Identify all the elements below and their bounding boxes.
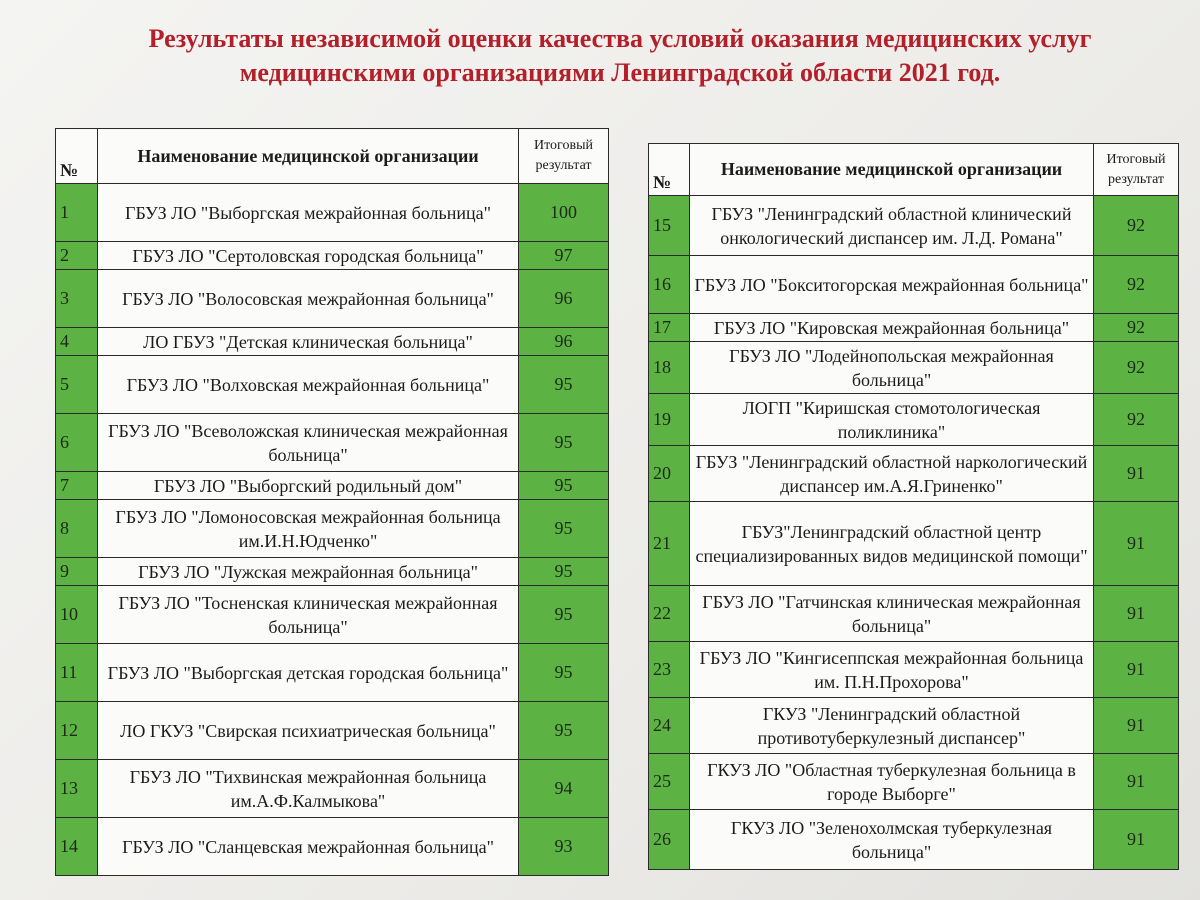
row-number: 6 <box>56 414 98 472</box>
results-table-left <box>55 128 609 876</box>
header-num: № <box>649 144 690 196</box>
table-row <box>649 394 1179 446</box>
result-score: 95 <box>519 644 609 702</box>
table-row <box>649 586 1179 642</box>
row-number: 3 <box>56 270 98 328</box>
results-table-right <box>648 143 1179 870</box>
result-score: 93 <box>519 818 609 876</box>
table-row <box>56 472 609 500</box>
table-row <box>649 256 1179 314</box>
result-score: 95 <box>519 586 609 644</box>
header-result <box>519 129 609 184</box>
organization-name: ГБУЗ ЛО "Выборгская межрайонная больница" <box>98 184 519 242</box>
table-row <box>56 760 609 818</box>
organization-name: ГКУЗ ЛО "Зеленохолмская туберкулезная больница" <box>690 810 1094 870</box>
result-score: 92 <box>1094 256 1179 314</box>
row-number: 13 <box>56 760 98 818</box>
result-score: 96 <box>519 328 609 356</box>
table-row <box>649 642 1179 698</box>
organization-name: ЛО ГБУЗ "Детская клиническая больница" <box>98 328 519 356</box>
row-number: 10 <box>56 586 98 644</box>
header-result-line2: результат <box>1107 171 1165 187</box>
table-row <box>649 196 1179 256</box>
row-number: 11 <box>56 644 98 702</box>
row-number: 22 <box>649 586 690 642</box>
row-number: 8 <box>56 500 98 558</box>
result-score: 92 <box>1094 314 1179 342</box>
table-header-row <box>56 129 609 184</box>
organization-name: ГКУЗ ЛО "Областная туберкулезная больница в городе Выборге" <box>690 754 1094 810</box>
organization-name: ГБУЗ ЛО "Гатчинская клиническая межрайонная больница" <box>690 586 1094 642</box>
row-number: 26 <box>649 810 690 870</box>
table-row <box>649 342 1179 394</box>
header-result-line1: Итоговый <box>534 138 593 153</box>
organization-name: ГБУЗ ЛО "Сланцевская межрайонная больница" <box>98 818 519 876</box>
row-number: 16 <box>649 256 690 314</box>
organization-name: ГБУЗ ЛО "Выборгский родильный дом" <box>98 472 519 500</box>
organization-name: ГБУЗ ЛО "Тосненская клиническая межрайонная больница" <box>98 586 519 644</box>
table-row <box>56 242 609 270</box>
table-row <box>56 356 609 414</box>
table-row <box>649 314 1179 342</box>
row-number: 9 <box>56 558 98 586</box>
row-number: 24 <box>649 698 690 754</box>
title-line-2: медицинскими организациями Ленинградской области 2021 год. <box>239 58 1001 87</box>
table-header-row <box>649 144 1179 196</box>
table-row <box>56 558 609 586</box>
result-score: 92 <box>1094 342 1179 394</box>
row-number: 20 <box>649 446 690 502</box>
row-number: 5 <box>56 356 98 414</box>
row-number: 4 <box>56 328 98 356</box>
organization-name: ГБУЗ ЛО "Тихвинская межрайонная больница им.А.Ф.Калмыкова" <box>98 760 519 818</box>
organization-name: ГБУЗ "Ленинградский областной наркологический диспансер им.А.Я.Гриненко" <box>690 446 1094 502</box>
result-score: 91 <box>1094 502 1179 586</box>
table-row <box>56 414 609 472</box>
table-body-right <box>649 196 1179 870</box>
result-score: 100 <box>519 184 609 242</box>
organization-name: ГБУЗ ЛО "Лодейнопольская межрайонная больница" <box>690 342 1094 394</box>
row-number: 2 <box>56 242 98 270</box>
table-row <box>56 328 609 356</box>
organization-name: ГБУЗ ЛО "Ломоносовская межрайонная больница им.И.Н.Юдченко" <box>98 500 519 558</box>
table-row <box>56 818 609 876</box>
row-number: 21 <box>649 502 690 586</box>
result-score: 95 <box>519 558 609 586</box>
organization-name: ГБУЗ "Ленинградский областной клинический онкологический диспансер им. Л.Д. Романа" <box>690 196 1094 256</box>
organization-name: ГБУЗ ЛО "Лужская межрайонная больница" <box>98 558 519 586</box>
row-number: 12 <box>56 702 98 760</box>
organization-name: ГБУЗ ЛО "Всеволожская клиническая межрайонная больница" <box>98 414 519 472</box>
organization-name: ГБУЗ ЛО "Выборгская детская городская больница" <box>98 644 519 702</box>
result-score: 92 <box>1094 394 1179 446</box>
header-result <box>1094 144 1179 196</box>
organization-name: ГБУЗ ЛО "Кировская межрайонная больница" <box>690 314 1094 342</box>
organization-name: ГКУЗ "Ленинградский областной противотуберкулезный диспансер" <box>690 698 1094 754</box>
result-score: 97 <box>519 242 609 270</box>
page-title <box>60 22 1180 90</box>
row-number: 14 <box>56 818 98 876</box>
result-score: 91 <box>1094 810 1179 870</box>
organization-name: ГБУЗ ЛО "Кингисеппская межрайонная больница им. П.Н.Прохорова" <box>690 642 1094 698</box>
organization-name: ГБУЗ ЛО "Сертоловская городская больница" <box>98 242 519 270</box>
header-name: Наименование медицинской организации <box>98 129 519 184</box>
organization-name: ГБУЗ"Ленинградский областной центр специализированных видов медицинской помощи" <box>690 502 1094 586</box>
result-score: 95 <box>519 356 609 414</box>
table-row <box>56 500 609 558</box>
result-score: 95 <box>519 500 609 558</box>
result-score: 91 <box>1094 754 1179 810</box>
organization-name: ГБУЗ ЛО "Волховская межрайонная больница" <box>98 356 519 414</box>
result-score: 92 <box>1094 196 1179 256</box>
organization-name: ЛОГП "Киришская стомотологическая поликлиника" <box>690 394 1094 446</box>
organization-name: ГБУЗ ЛО "Волосовская межрайонная больница" <box>98 270 519 328</box>
organization-name: ЛО ГКУЗ "Свирская психиатрическая больница" <box>98 702 519 760</box>
row-number: 23 <box>649 642 690 698</box>
table-body-left <box>56 184 609 876</box>
organization-name: ГБУЗ ЛО "Бокситогорская межрайонная больница" <box>690 256 1094 314</box>
title-line-1: Результаты независимой оценки качества условий оказания медицинских услуг <box>148 24 1092 53</box>
row-number: 25 <box>649 754 690 810</box>
table-row <box>56 586 609 644</box>
header-name: Наименование медицинской организации <box>690 144 1094 196</box>
table-row <box>56 184 609 242</box>
result-score: 95 <box>519 702 609 760</box>
result-score: 91 <box>1094 586 1179 642</box>
row-number: 7 <box>56 472 98 500</box>
row-number: 19 <box>649 394 690 446</box>
result-score: 91 <box>1094 642 1179 698</box>
result-score: 96 <box>519 270 609 328</box>
header-result-line2: результат <box>535 158 592 173</box>
result-score: 94 <box>519 760 609 818</box>
row-number: 1 <box>56 184 98 242</box>
row-number: 18 <box>649 342 690 394</box>
table-row <box>56 270 609 328</box>
result-score: 91 <box>1094 446 1179 502</box>
table-row <box>649 698 1179 754</box>
row-number: 15 <box>649 196 690 256</box>
header-num: № <box>56 129 98 184</box>
table-row <box>649 810 1179 870</box>
result-score: 91 <box>1094 698 1179 754</box>
table-row <box>649 502 1179 586</box>
row-number: 17 <box>649 314 690 342</box>
header-result-line1: Итоговый <box>1106 151 1166 167</box>
result-score: 95 <box>519 414 609 472</box>
table-row <box>56 702 609 760</box>
table-row <box>649 754 1179 810</box>
result-score: 95 <box>519 472 609 500</box>
table-row <box>649 446 1179 502</box>
table-row <box>56 644 609 702</box>
